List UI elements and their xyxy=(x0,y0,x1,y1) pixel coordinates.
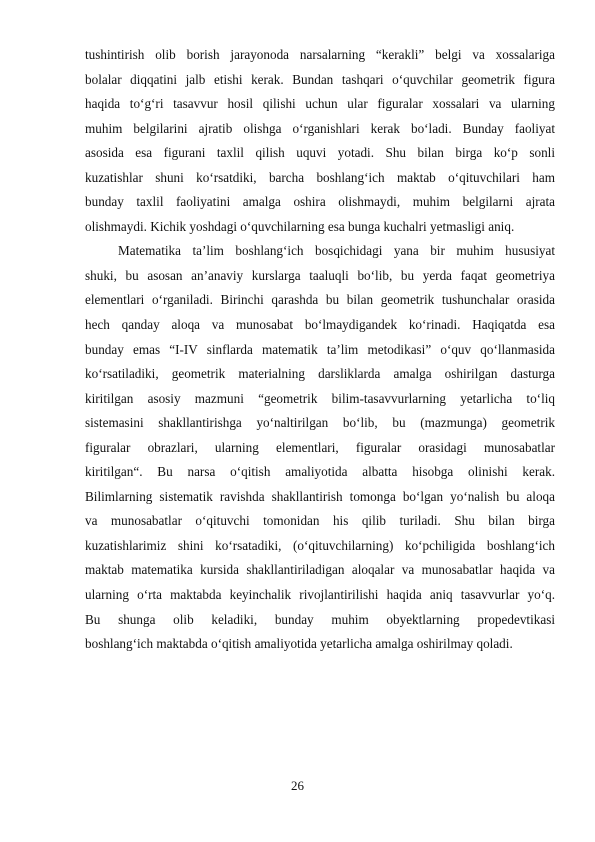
text-line: kuzatishlarimiz shini ko‘rsatadiki, (o‘qituvchilarning) ko‘pchiligida boshlang‘ich xyxy=(85,537,555,553)
text-line: maktab matematika kursida shakllantiriladigan aloqalar va munosabatlar haqida va xyxy=(85,562,555,578)
text-line: bolalar diqqatini jalb etishi kerak. Bundan tashqari o‘quvchilar geometrik figura xyxy=(85,71,555,87)
body-text xyxy=(85,43,555,657)
paragraph-end-line: boshlang‘ich maktabda o‘qitish amaliyotida yetarlicha amalga oshirilmay qoladi. xyxy=(85,636,513,652)
text-line: hech qanday aloqa va munosabat bo‘lmaydigandek ko‘rinadi. Haqiqatda esa xyxy=(85,317,555,333)
text-line: ko‘rsatiladiki, geometrik materialning darsliklarda amalga oshirilgan dasturga xyxy=(85,366,555,382)
text-line: kiritilgan asosiy mazmuni “geometrik bilim-tasavvurlarning yetarlicha to‘liq xyxy=(85,390,555,406)
text-line: muhim belgilarini ajratib olishga o‘rganishlari kerak bo‘ladi. Bunday faoliyat xyxy=(85,120,555,136)
text-line: haqida to‘g‘ri tasavvur hosil qilishi uchun ular figuralar xossalari va ularning xyxy=(85,96,555,112)
text-line: bunday emas “I-IV sinflarda matematik ta’lim metodikasi” o‘quv qo‘llanmasida xyxy=(85,341,555,357)
paragraph-first-line: Matematika ta’lim boshlang‘ich bosqichidagi yana bir muhim hususiyat xyxy=(118,243,555,259)
text-line: kuzatishlar shuni ko‘rsatdiki, barcha boshlang‘ich maktab o‘qituvchilari ham xyxy=(85,169,555,185)
text-line: asosida esa figurani taxlil qilish uquvi yotadi. Shu bilan birga ko‘p sonli xyxy=(85,145,555,161)
text-line: tushintirish olib borish jarayonoda narsalarning “kerakli” belgi va xossalariga xyxy=(85,47,555,62)
text-line: ularning o‘rta maktabda keyinchalik rivojlantirilishi haqida aniq tasavvurlar yo‘q. xyxy=(85,587,555,603)
text-line: Bilimlarning sistematik ravishda shakllantirish tomonga bo‘lgan yo‘nalish bu aloqa xyxy=(85,488,555,504)
page-number: 26 xyxy=(291,778,304,793)
text-line: va munosabatlar o‘qituvchi tomonidan his qilib turiladi. Shu bilan birga xyxy=(85,513,555,529)
text-line: figuralar obrazlari, ularning elementlari, figuralar orasidagi munosabatlar xyxy=(85,439,555,455)
paragraph-end-line: olishmaydi. Kichik yoshdagi o‘quvchilarning esa bunga kuchalri yetmasligi aniq. xyxy=(85,218,515,234)
text-line: Bu shunga olib keladiki, bunday muhim obyektlarning propedevtikasi xyxy=(85,611,555,627)
text-line: bunday taxlil faoliyatini amalga oshira olishmaydi, muhim belgilarni ajrata xyxy=(85,194,555,210)
text-line: sistemasini shakllantirishga yo‘naltirilgan bo‘lib, bu (mazmunga) geometrik xyxy=(85,415,555,431)
text-line: kiritilgan“. Bu narsa o‘qitish amaliyotida albatta hisobga olinishi kerak. xyxy=(85,464,555,480)
text-line: elementlari o‘rganiladi. Birinchi qarashda bu bilan geometrik tushunchalar orasida xyxy=(85,292,555,308)
text-line: shuki, bu asosan an’anaviy kurslarga taaluqli bo‘lib, bu yerda faqat geometriya xyxy=(85,267,555,283)
